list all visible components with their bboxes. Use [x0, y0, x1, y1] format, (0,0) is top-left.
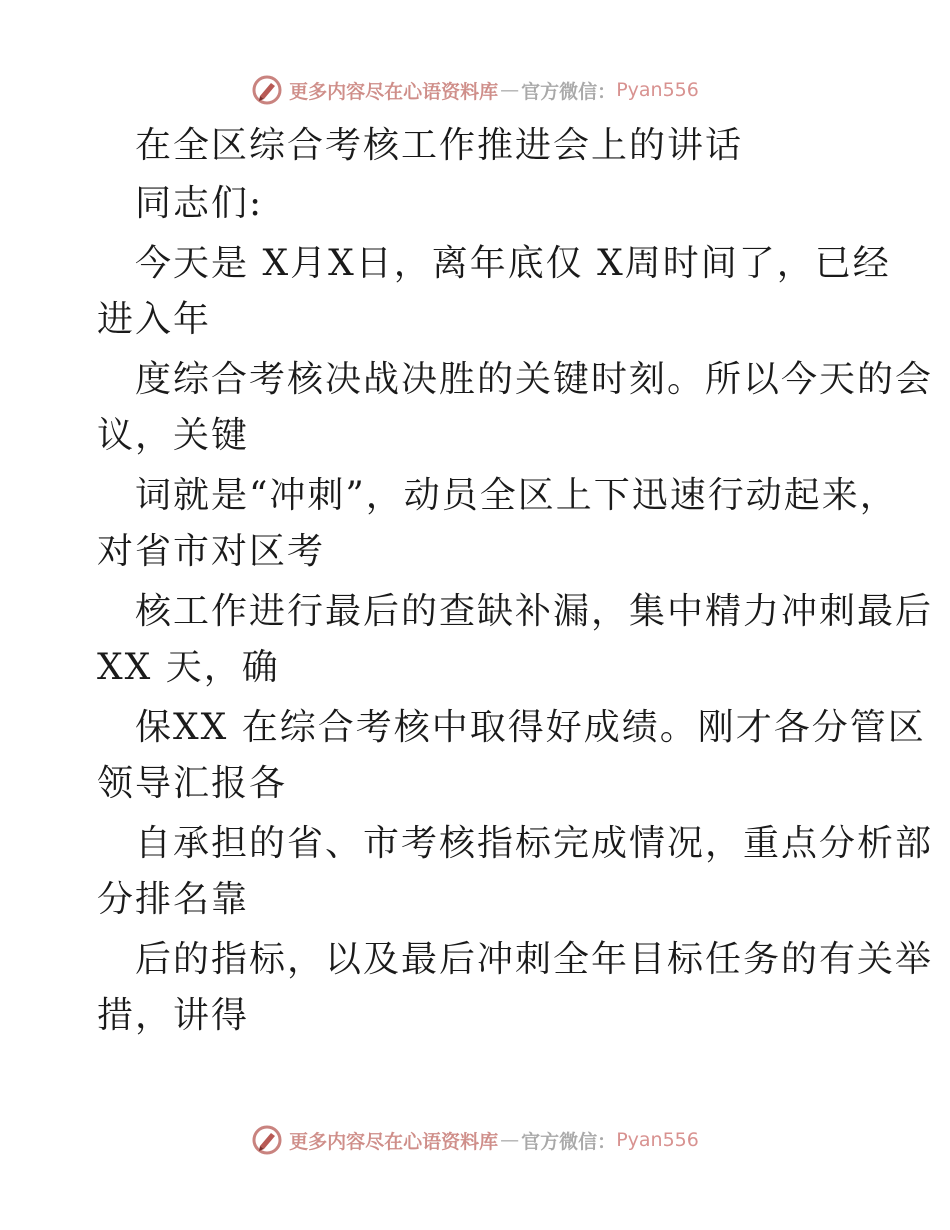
text-line: 后的指标，以及最后冲刺全年目标任务的有关举: [135, 939, 934, 980]
watermark-header: [0, 70, 950, 110]
watermark-text: 更多内容尽在心语资料库: [289, 1130, 499, 1153]
text-line: 保XX 在综合考核中取得好成绩。刚才各分管区: [135, 707, 926, 748]
text-line: 措，讲得: [97, 995, 250, 1036]
text-line: 度综合考核决战决胜的关键时刻。所以今天的会: [135, 359, 934, 400]
text-line: XX 天，确: [97, 647, 280, 688]
pen-logo-icon: [251, 74, 283, 106]
watermark-wechat-label: 官方微信：: [521, 1130, 617, 1153]
pen-logo-icon: [251, 1124, 283, 1156]
text-line: 核工作进行最后的查缺补漏，集中精力冲刺最后: [135, 591, 934, 632]
document-title: 在全区综合考核工作推进会上的讲话: [135, 125, 744, 166]
watermark-text: 更多内容尽在心语资料库: [289, 80, 499, 103]
watermark-wechat-id: Pyan556: [616, 79, 699, 101]
text-line: 今天是 X月X日，离年底仅 X周时间了，已经: [135, 243, 891, 284]
text-line: 议，关键: [97, 415, 250, 456]
watermark-footer: [0, 1120, 950, 1160]
watermark-wechat-id: Pyan556: [616, 1129, 699, 1151]
salutation: 同志们:: [135, 183, 264, 224]
watermark-dash: —: [500, 79, 520, 101]
text-line: 进入年: [97, 299, 212, 340]
text-line: 对省市对区考: [97, 531, 326, 572]
watermark-dash: —: [500, 1129, 520, 1151]
watermark-wechat-label: 官方微信：: [521, 80, 617, 103]
text-line: 自承担的省、市考核指标完成情况，重点分析部: [135, 823, 934, 864]
text-line: 领导汇报各: [97, 763, 288, 804]
text-line: 词就是“冲刺”，动员全区上下迅速行动起来，: [135, 475, 898, 516]
text-line: 分排名靠: [97, 879, 250, 920]
